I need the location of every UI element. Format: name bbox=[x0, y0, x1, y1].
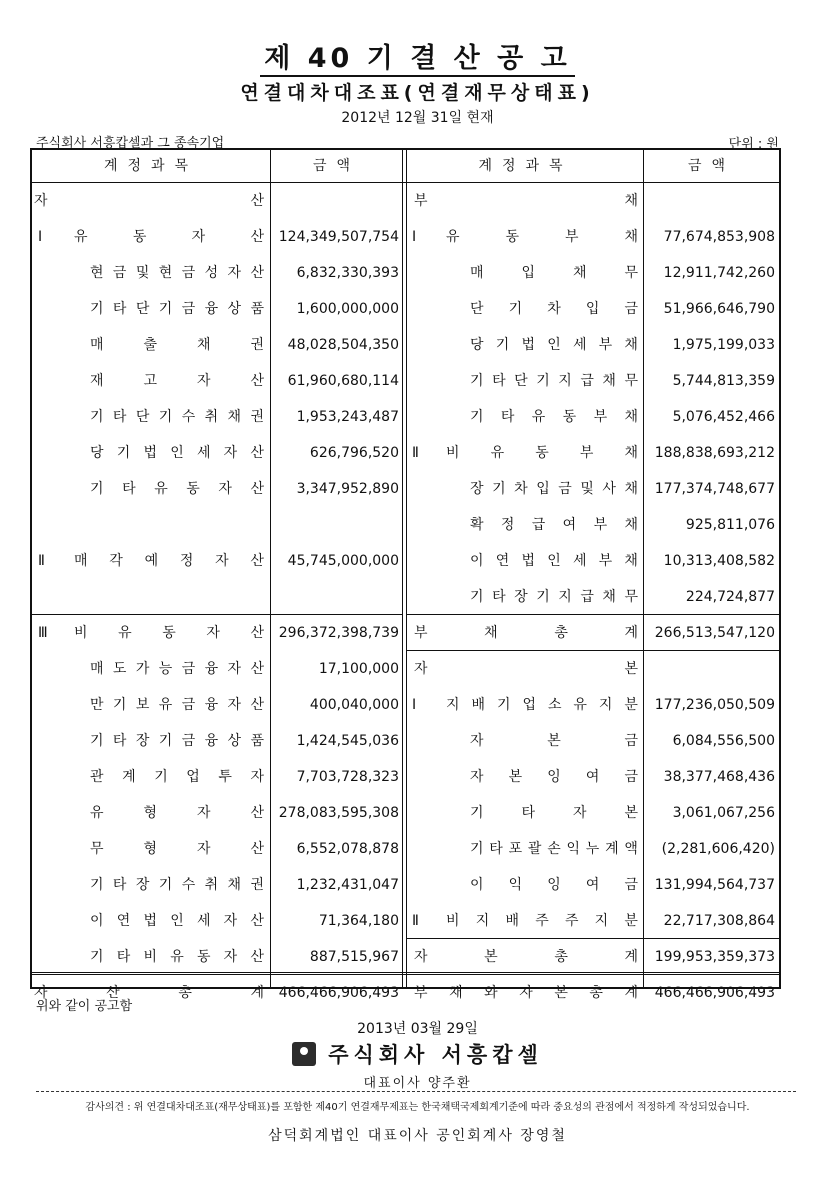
auditor-signature: 삼덕회계법인 대표이사 공인회계사 장영철 bbox=[268, 1128, 567, 1144]
left-account-label: 자 산 총 계 bbox=[34, 985, 264, 1001]
left-account-label: 기 타 단 기 금 융 상 품 bbox=[90, 301, 264, 317]
left-amount-value: 7,703,728,323 bbox=[296, 769, 399, 785]
left-amount-value: 466,466,906,493 bbox=[278, 985, 399, 1001]
right-amount-value: 177,236,050,509 bbox=[654, 697, 775, 713]
right-account-label: 부 채 총 계 bbox=[414, 625, 638, 641]
statement-date: 2012년 12월 31일 현재 bbox=[341, 110, 494, 126]
right-amount-value: 188,838,693,212 bbox=[654, 445, 775, 461]
left-account-label: 기 타 비 유 동 자 산 bbox=[90, 949, 264, 965]
left-account-label: 현 금 및 현 금 성 자 산 bbox=[90, 265, 264, 281]
left-account-label: 유 형 자 산 bbox=[90, 805, 264, 821]
left-amount-value: 278,083,595,308 bbox=[278, 805, 399, 821]
left-amount-value: 1,424,545,036 bbox=[296, 733, 399, 749]
right-roman-numeral: Ⅰ bbox=[412, 697, 417, 713]
left-amount-value: 3,347,952,890 bbox=[296, 481, 399, 497]
audit-opinion: 감사의견 : 위 연결대차대조표(재무상태표)를 포함한 제40기 연결재무제표는 한국채택국제회계기준에 따라 중요성의 관점에서 적정하게 작성되었습니다. bbox=[85, 1102, 750, 1113]
right-amount-value: 38,377,468,436 bbox=[663, 769, 775, 785]
right-amount-value: 199,953,359,373 bbox=[654, 949, 775, 965]
left-amount-value: 296,372,398,739 bbox=[278, 625, 399, 641]
left-account-label: 자 산 bbox=[34, 193, 264, 209]
unit-label: 단위 : 원 bbox=[728, 137, 779, 152]
center-double-divider bbox=[402, 150, 407, 987]
right-amount-value: 1,975,199,033 bbox=[672, 337, 775, 353]
left-account-label: 매 출 채 권 bbox=[90, 337, 264, 353]
right-account-label: 지 배 기 업 소 유 지 분 bbox=[446, 697, 638, 713]
right-amount-value: 266,513,547,120 bbox=[654, 625, 775, 641]
left-account-label: 재 고 자 산 bbox=[90, 373, 264, 389]
right-amount-value: 12,911,742,260 bbox=[663, 265, 775, 281]
right-amount-value: 51,966,646,790 bbox=[663, 301, 775, 317]
right-amount-value bbox=[644, 183, 775, 219]
left-account-label: 유 동 자 산 bbox=[74, 229, 264, 245]
right-account-label: 부 채 bbox=[414, 193, 638, 209]
right-amount-value: 224,724,877 bbox=[685, 589, 775, 605]
left-amount-value: 1,232,431,047 bbox=[296, 877, 399, 893]
right-account-label: 비 지 배 주 주 지 분 bbox=[446, 913, 638, 929]
right-account-label: 단 기 차 입 금 bbox=[470, 301, 638, 317]
right-account-label: 이 익 잉 여 금 bbox=[470, 877, 638, 893]
left-amount-value: 887,515,967 bbox=[309, 949, 399, 965]
right-amount-value: 3,061,067,256 bbox=[672, 805, 775, 821]
right-account-label: 자 본 총 계 bbox=[414, 949, 638, 965]
right-amount-value: 77,674,853,908 bbox=[663, 229, 775, 245]
right-amount-value bbox=[644, 651, 775, 687]
left-amount-value: 61,960,680,114 bbox=[287, 373, 399, 389]
left-account-label: 당 기 법 인 세 자 산 bbox=[90, 445, 264, 461]
left-amount-value: 48,028,504,350 bbox=[287, 337, 399, 353]
left-account-label: 기 타 유 동 자 산 bbox=[90, 481, 264, 497]
corporation-name: 주식회사 서흥캅셀 bbox=[328, 1043, 543, 1067]
right-account-label: 기 타 자 본 bbox=[470, 805, 638, 821]
right-account-label: 확 정 급 여 부 채 bbox=[470, 517, 638, 533]
left-amount-value: 71,364,180 bbox=[318, 913, 399, 929]
left-amount-value: 6,552,078,878 bbox=[296, 841, 399, 857]
left-account-label: 이 연 법 인 세 자 산 bbox=[90, 913, 264, 929]
left-roman-numeral: Ⅰ bbox=[38, 229, 43, 245]
left-amount-value: 6,832,330,393 bbox=[296, 265, 399, 281]
right-account-label: 매 입 채 무 bbox=[470, 265, 638, 281]
right-amount-value: 466,466,906,493 bbox=[654, 985, 775, 1001]
left-account-label: 비 유 동 자 산 bbox=[74, 625, 264, 641]
dashed-divider bbox=[36, 1091, 796, 1092]
publish-date: 2013년 03월 29일 bbox=[357, 1021, 478, 1037]
right-amount-value: 5,744,813,359 bbox=[672, 373, 775, 389]
right-header-amount: 금액 bbox=[687, 158, 736, 174]
left-account-label: 기 타 단 기 수 취 채 권 bbox=[90, 409, 264, 425]
left-header-item: 계정과목 bbox=[103, 158, 199, 174]
left-amount-value: 626,796,520 bbox=[309, 445, 399, 461]
right-account-label: 유 동 부 채 bbox=[446, 229, 638, 245]
left-roman-numeral: Ⅲ bbox=[38, 625, 48, 641]
right-account-label: 자 본 잉 여 금 bbox=[470, 769, 638, 785]
left-account-label: 기 타 장 기 금 융 상 품 bbox=[90, 733, 264, 749]
notice-title: 제 40 기 결 산 공 고 bbox=[0, 36, 835, 75]
right-account-label: 기 타 장 기 지 급 채 무 bbox=[470, 589, 638, 605]
left-amount-value: 45,745,000,000 bbox=[287, 553, 399, 569]
left-account-label: 관 계 기 업 투 자 bbox=[90, 769, 264, 785]
right-account-label: 기 타 포 괄 손 익 누 계 액 bbox=[470, 841, 638, 857]
right-roman-numeral: Ⅱ bbox=[412, 913, 419, 929]
left-header-amount: 금액 bbox=[312, 158, 361, 174]
left-roman-numeral: Ⅱ bbox=[38, 553, 45, 569]
right-amount-value: 10,313,408,582 bbox=[663, 553, 775, 569]
right-amount-value: 5,076,452,466 bbox=[672, 409, 775, 425]
left-amount-value: 1,600,000,000 bbox=[296, 301, 399, 317]
left-amount-value bbox=[271, 183, 399, 219]
right-amount-value: 177,374,748,677 bbox=[654, 481, 775, 497]
right-account-label: 비 유 동 부 채 bbox=[446, 445, 638, 461]
right-header-item: 계정과목 bbox=[478, 158, 573, 174]
notice-statement: 위와 같이 공고함 bbox=[36, 999, 133, 1014]
right-amount-value: 925,811,076 bbox=[685, 517, 775, 533]
company-name: 주식회사 서흥캅셀과 그 종속기업 bbox=[36, 136, 225, 151]
left-amount-value: 124,349,507,754 bbox=[278, 229, 399, 245]
left-amount-value: 400,040,000 bbox=[309, 697, 399, 713]
right-account-label: 부 채 와 자 본 총 계 bbox=[414, 985, 638, 1001]
right-account-label: 기 타 유 동 부 채 bbox=[470, 409, 638, 425]
left-account-label: 매 각 예 정 자 산 bbox=[74, 553, 264, 569]
right-amount-value: (2,281,606,420) bbox=[661, 841, 775, 857]
left-amount-value: 17,100,000 bbox=[318, 661, 399, 677]
left-account-label: 무 형 자 산 bbox=[90, 841, 264, 857]
right-account-label: 자 본 금 bbox=[470, 733, 638, 749]
corporation-block bbox=[0, 1039, 835, 1069]
left-account-label: 기 타 장 기 수 취 채 권 bbox=[90, 877, 264, 893]
left-amount-value: 1,953,243,487 bbox=[296, 409, 399, 425]
right-account-label: 이 연 법 인 세 부 채 bbox=[470, 553, 638, 569]
company-logo-icon bbox=[292, 1042, 316, 1066]
right-roman-numeral: Ⅰ bbox=[412, 229, 417, 245]
right-amount-value: 6,084,556,500 bbox=[672, 733, 775, 749]
right-account-label: 기 타 단 기 지 급 채 무 bbox=[470, 373, 638, 389]
right-account-label: 장 기 차 입 금 및 사 채 bbox=[470, 481, 638, 497]
left-account-label: 매 도 가 능 금 융 자 산 bbox=[90, 661, 264, 677]
right-amount-value: 22,717,308,864 bbox=[663, 913, 775, 929]
right-account-label: 당 기 법 인 세 부 채 bbox=[470, 337, 638, 353]
right-roman-numeral: Ⅱ bbox=[412, 445, 419, 461]
balance-sheet-table bbox=[30, 148, 781, 1001]
right-amount-value: 131,994,564,737 bbox=[654, 877, 775, 893]
left-account-label: 만 기 보 유 금 융 자 산 bbox=[90, 697, 264, 713]
statement-subtitle: 연결대차대조표(연결재무상태표) bbox=[240, 82, 595, 104]
right-account-label: 자 본 bbox=[414, 661, 638, 677]
ceo-name: 대표이사 양주환 bbox=[363, 1076, 472, 1091]
